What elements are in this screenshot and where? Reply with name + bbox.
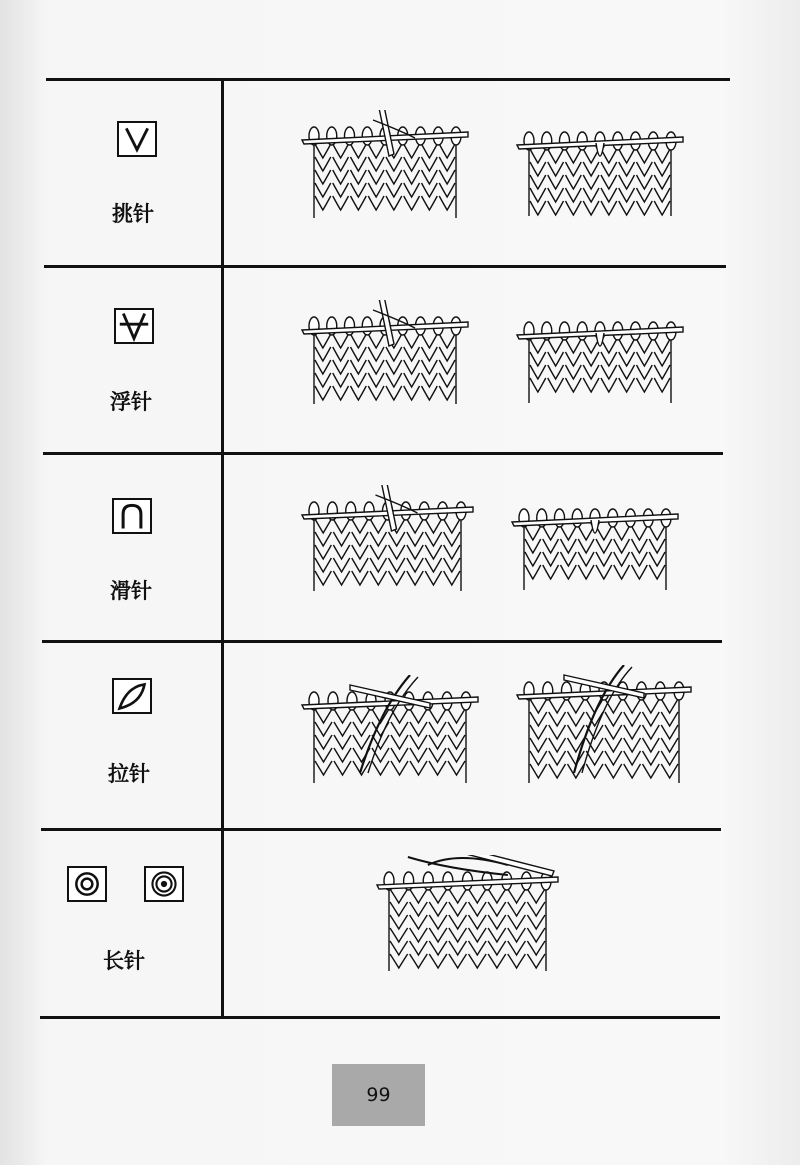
triple-circle-symbol-icon — [144, 866, 184, 902]
leaf-loop-symbol-icon — [112, 678, 152, 714]
table-top-rule — [46, 78, 730, 81]
stitch-label-long: 长针 — [103, 949, 145, 973]
v-symbol-icon — [117, 121, 157, 157]
table-bottom-rule — [40, 1016, 720, 1019]
illustration-slip-step-2 — [515, 115, 685, 220]
illustration-pull-step-1 — [300, 675, 480, 787]
row-divider-1 — [44, 265, 726, 268]
column-divider — [221, 80, 224, 1017]
row-divider-3 — [42, 640, 722, 643]
illustration-slide-step-1 — [300, 485, 475, 595]
illustration-long-step-1 — [375, 855, 560, 975]
stitch-label-slip: 挑针 — [112, 202, 154, 226]
double-circle-symbol-icon — [67, 866, 107, 902]
illustration-float-step-2 — [515, 305, 685, 407]
illustration-slide-step-2 — [510, 492, 680, 594]
page-number: 99 — [332, 1064, 425, 1126]
inverted-a-symbol-icon — [114, 308, 154, 344]
stitch-label-pull: 拉针 — [108, 762, 150, 786]
stitch-label-float: 浮针 — [110, 390, 152, 414]
row-divider-4 — [41, 828, 721, 831]
stitch-label-slide: 滑针 — [110, 579, 152, 603]
row-divider-2 — [43, 452, 723, 455]
arch-symbol-icon — [112, 498, 152, 534]
illustration-slip-step-1 — [300, 110, 470, 222]
illustration-float-step-1 — [300, 300, 470, 408]
illustration-pull-step-2 — [515, 665, 693, 787]
